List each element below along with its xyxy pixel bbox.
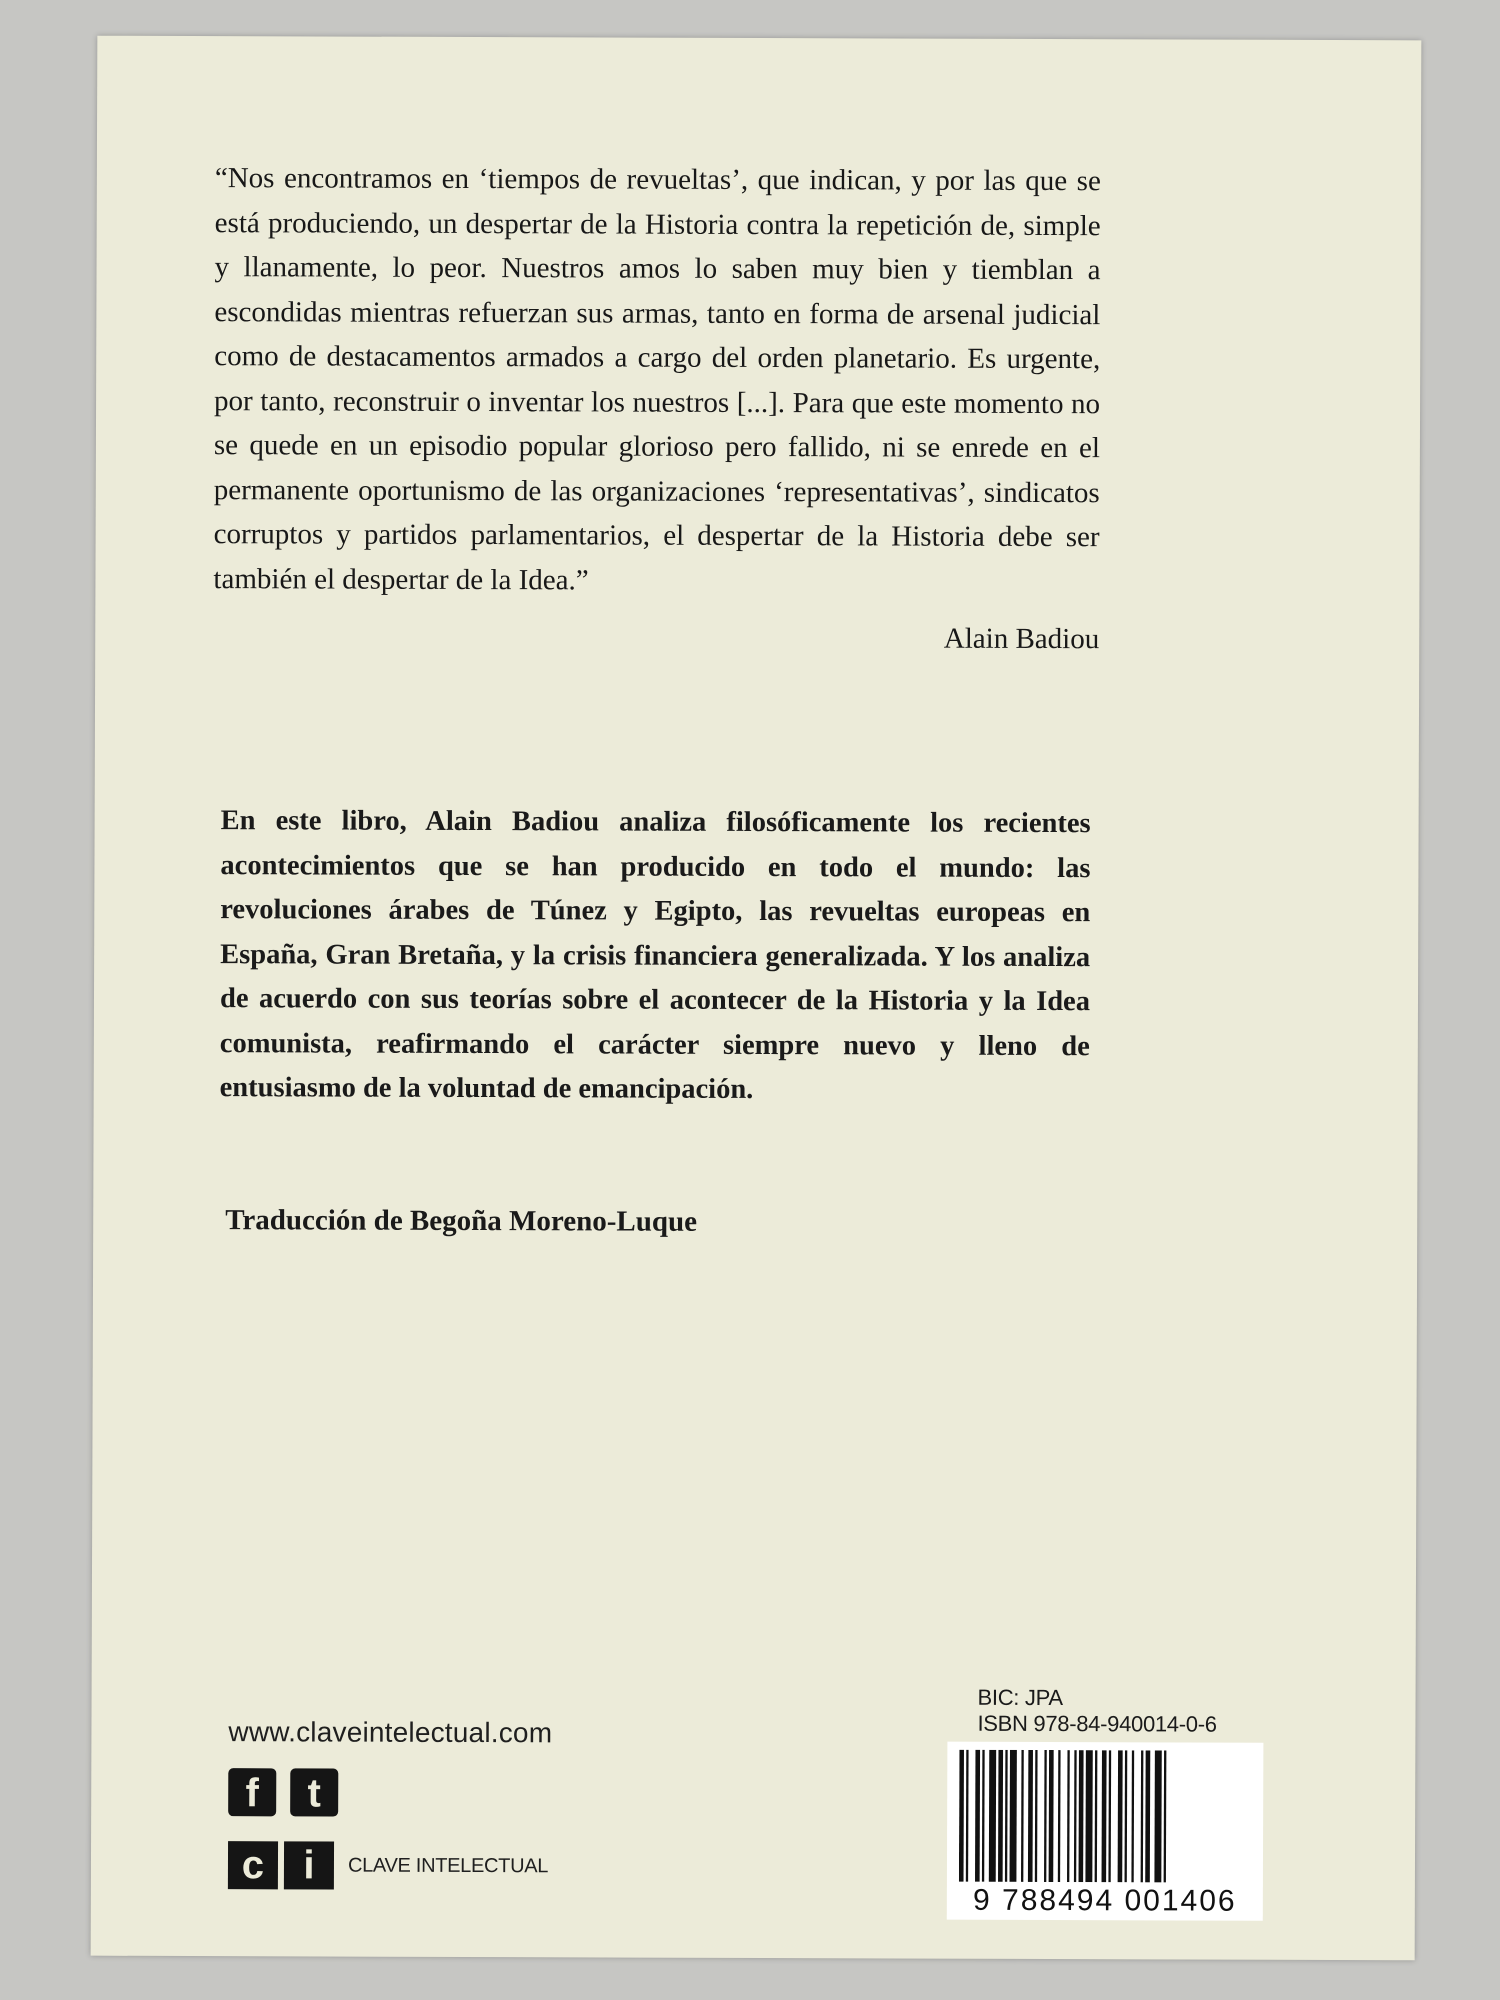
barcode-bar: [1067, 1750, 1070, 1882]
publisher-name: CLAVE INTELECTUAL: [347, 1854, 549, 1877]
twitter-icon: t: [290, 1768, 338, 1816]
barcode-digits: 9 788494 001406: [972, 1883, 1237, 1918]
barcode-bar: [982, 1750, 985, 1882]
barcode-bar: [1131, 1750, 1134, 1882]
social-icons: [228, 1768, 338, 1816]
barcode-bar: [1049, 1750, 1054, 1882]
barcode-bars-icon: [959, 1750, 1251, 1883]
barcode-bar: [1010, 1750, 1017, 1882]
bic-code: BIC: JPA: [977, 1684, 1063, 1711]
barcode-bar: [975, 1750, 980, 1882]
barcode-bar: [1085, 1750, 1092, 1882]
barcode-bar: [989, 1750, 996, 1882]
barcode-bar: [959, 1750, 964, 1882]
barcode-bar: [1154, 1750, 1161, 1882]
quote-author: Alain Badiou: [943, 622, 1100, 656]
barcode-bar: [1044, 1750, 1047, 1882]
facebook-icon: f: [228, 1768, 276, 1816]
barcode-bar: [1125, 1750, 1128, 1882]
book-back-cover: [91, 36, 1422, 1961]
barcode-bar: [1079, 1750, 1084, 1882]
logo-letter-i: i: [284, 1841, 334, 1889]
barcode-bar: [1141, 1750, 1144, 1882]
barcode-bar: [1021, 1750, 1024, 1882]
book-blurb: En este libro, Alain Badiou analiza filosóficamente los recientes acontecimientos que se han producido en todo el mundo: las revoluciones árabes de Túnez y Egipto, las revueltas europeas en España, Gran Bretaña, y la crisis financiera generalizada. Y los analiza de acuerdo con sus teorías sobre el acontecer de la Historia y la Idea comunista, reafirmando el carácter siempre nuevo y lleno de entusiasmo de la voluntad de emancipación.: [219, 805, 1091, 1105]
website-link: www.claveintelectual.com: [228, 1716, 553, 1749]
barcode-bar: [966, 1750, 969, 1882]
barcode-bar: [1164, 1750, 1167, 1882]
quote-text: “Nos encontramos en ‘tiempos de revueltas’, que indican, y por las que se está produciendo, un despertar de la Historia contra la repetición de, simple y llanamente, lo peor. Nuestros amos lo saben muy bien y tiemblan a escondidas mientras refuerzan sus armas, tanto en forma de arsenal judicial como de destacamentos armados a cargo del orden planetario. Es urgente, por tanto, reconstruir o inventar los nuestros [...]. Para que este momento no se quede en un episodio popular glorioso pero fallido, ni se enrede en el permanente oportunismo de las organizaciones ‘representativas’, sindicatos corruptos y partidos parlamentarios, el despertar de la Historia debe ser también el despertar de la Idea.”: [213, 162, 1101, 596]
barcode-bar: [1108, 1750, 1111, 1882]
barcode-bar: [998, 1750, 1003, 1882]
barcode-bar: [1118, 1750, 1123, 1882]
barcode-bar: [1035, 1750, 1038, 1882]
isbn-number: ISBN 978-84-940014-0-6: [977, 1710, 1217, 1737]
barcode-bar: [1074, 1750, 1077, 1882]
barcode: [947, 1742, 1264, 1921]
barcode-bar: [1102, 1750, 1107, 1882]
barcode-bar: [1058, 1750, 1061, 1882]
barcode-bar: [1145, 1750, 1150, 1882]
logo-letter-c: c: [228, 1841, 278, 1889]
barcode-bar: [1095, 1750, 1098, 1882]
barcode-bar: [1005, 1750, 1008, 1882]
publisher-logo: [228, 1841, 548, 1890]
translator-credit: Traducción de Begoña Moreno-Luque: [225, 1204, 698, 1238]
barcode-bar: [1028, 1750, 1033, 1882]
